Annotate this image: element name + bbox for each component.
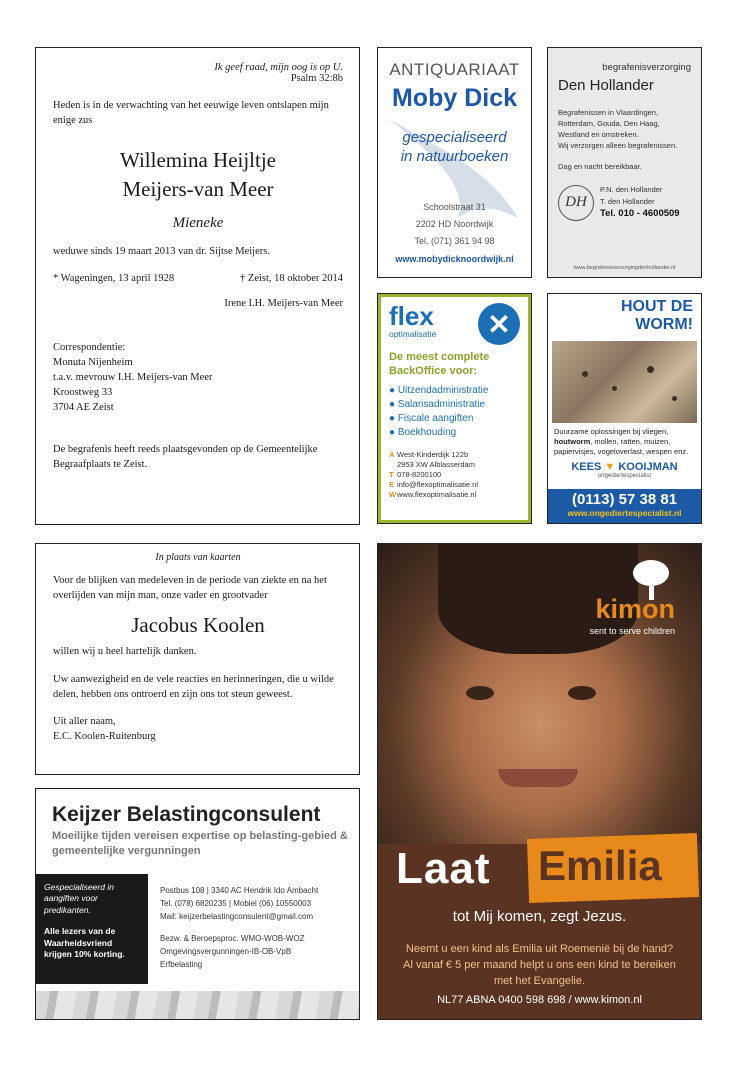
heading: In plaats van kaarten (155, 552, 241, 563)
flex-headline: De meest complete BackOffice voor: (389, 351, 490, 377)
death-date: † Zeist, 18 oktober 2014 (240, 273, 343, 285)
ad-moby-dick (377, 47, 532, 278)
contact-row: T 078-8200100 (389, 469, 442, 479)
worm-phone: (0113) 57 38 81 (571, 491, 678, 508)
x-logo-icon: ✕ (478, 303, 520, 345)
keijzer-contact (160, 885, 318, 972)
worm-headline (548, 294, 701, 335)
flex-contact (389, 450, 520, 501)
intro-text: Voor de blijken van medeleven in de periode van ziekte en na het overlijden van mijn man, onze vader en grootvader (53, 575, 327, 602)
text-line: Dag en nacht bereikbaar. (558, 161, 642, 171)
phone: Tel. (071) 361 94 98 (414, 235, 495, 246)
headline-1: HOUT DE (621, 298, 693, 315)
wood-photo (552, 341, 697, 423)
address: Postbus 108 | 3340 AC Hendrik Ido Ambacht (160, 886, 319, 895)
service-item: ● Boekhouding (389, 426, 457, 438)
name-line-2: Meijers-van Meer (122, 176, 274, 201)
hollander-contact (558, 184, 691, 221)
closing: Uit aller naam, (53, 716, 116, 728)
moby-tagline (378, 129, 531, 167)
worm-website[interactable]: www.ongediertespecialist.nl (567, 508, 682, 518)
hollander-brand: Den Hollander (558, 77, 654, 94)
keijzer-title: Keijzer Belastingconsulent (52, 803, 321, 826)
address-line: 2202 HD Noordwijk (415, 218, 494, 229)
deceased-name (53, 146, 343, 203)
moby-brand: Moby Dick (391, 84, 518, 112)
hollander-text (558, 108, 691, 172)
moby-address (378, 199, 531, 250)
service-item: ● Salarisadministratie (389, 398, 486, 410)
side-text-2: Alle lezers van de Waarheidsvriend krijgen 10% korting. (44, 926, 125, 960)
ad-den-hollander (547, 47, 702, 278)
worm-footer (548, 489, 701, 523)
phone: Tel. (078) 6820235 | Mobiel (06) 10550003 (160, 898, 312, 908)
kimon-bank: NL77 ABNA 0400 598 698 / www.kimon.nl (437, 994, 642, 1006)
contact-row: 2953 XW Alblasserdam (397, 459, 475, 469)
nickname: Mieneke (172, 215, 224, 232)
widow-line: weduwe sinds 19 maart 2013 van dr. Sijtse Meijers. (53, 246, 270, 258)
address-line: Schoolstraat 31 (423, 201, 486, 212)
flex-brand: flex (389, 301, 434, 331)
correspondence-block (53, 340, 343, 416)
birth-date: * Wageningen, 13 april 1928 (53, 273, 175, 285)
text-line: Wij verzorgen alleen begrafenissen. (558, 140, 678, 150)
corr-line: 3704 AE Zeist (53, 402, 114, 414)
service-item: ● Fiscale aangiften (389, 412, 474, 424)
contact-row: A West-Kinderdijk 122b (389, 449, 469, 459)
worm-brand-sub: ongediertespecialist (597, 473, 652, 480)
quote-reference: Psalm 32:8b (290, 73, 343, 84)
memorial-notice-meijers (35, 47, 360, 525)
ad-flex-optimalisatie (377, 293, 532, 524)
tagline-2: in natuurboeken (400, 147, 509, 165)
funeral-note: De begrafenis heeft reeds plaatsgevonden op de Gemeentelijke Begraafplaats te Zeist. (53, 443, 318, 470)
dates-row (53, 273, 343, 284)
flex-services (389, 385, 520, 438)
monogram-logo: DH (558, 185, 594, 221)
email[interactable]: Mail: keijzerbelastingconsulent@gmail.com (160, 911, 314, 921)
keijzer-side-panel (36, 874, 148, 984)
service-item: ● Uitzendadministratie (389, 384, 489, 396)
kimon-tagline: sent to serve children (589, 626, 675, 636)
text-line: Begrafenissen in Vlaardingen, Rotterdam, Gouda, Den Haag, Westland en omstreken. (558, 108, 660, 139)
shield-icon: ▼ (604, 461, 616, 474)
corr-line: Kroostweg 33 (53, 387, 113, 399)
banknotes-graphic (36, 991, 359, 1019)
deceased-name: Jacobus Koolen (131, 613, 265, 638)
intro-text: Heden is in de verwachting van het eeuwige leven ontslapen mijn enige zus (53, 100, 329, 127)
tagline-1: gespecialiseerd (402, 129, 507, 146)
thank-you-notice-koolen (35, 543, 360, 775)
signed-by: Irene I.H. Meijers-van Meer (224, 298, 343, 310)
flex-sub: optimalisatie (389, 329, 437, 339)
quote-text: Ik geef raad, mijn oog is op U. (214, 62, 343, 73)
corr-line: Monuta Nijenheim (53, 356, 133, 368)
hollander-top: begrafenisverzorging (602, 62, 691, 73)
phone: Tel. 010 - 4600509 (600, 207, 680, 219)
kimon-body: Neemt u een kind als Emilia uit Roemenië bij de hand? Al vanaf € 5 per maand helpt u ons een kind te bereiken met het Evangelie. (403, 943, 676, 987)
signed-by: E.C. Koolen-Ruitenburg (53, 731, 156, 743)
person: T. den Hollander (600, 196, 655, 206)
moby-top: ANTIQUARIAAT (389, 60, 520, 79)
quote (53, 62, 343, 84)
hollander-persons (600, 184, 680, 221)
kimon-big-word-2: Emilia (538, 842, 662, 889)
thanks-line: willen wij u heel hartelijk danken. (53, 646, 197, 658)
ad-kimon (377, 543, 702, 1020)
headline-2: WORM! (635, 316, 693, 334)
corr-line: t.a.v. mevrouw I.H. Meijers-van Meer (53, 372, 213, 383)
kimon-sub: tot Mij komen, zegt Jezus. (452, 908, 627, 925)
paragraph: Uw aanwezigheid en de vele reacties en herinneringen, die u wilde delen, hebben ons ontroerd en zijn ons tot steun geweest. (53, 673, 334, 700)
flex-inner (381, 297, 528, 520)
name-line-1: Willemina Heijltje (119, 148, 277, 173)
corr-title: Correspondentie: (53, 341, 126, 353)
moby-website[interactable]: www.mobydicknoordwijk.nl (395, 253, 514, 264)
service-line: Omgevingsvergunningen-IB-OB-VpB (160, 947, 292, 957)
side-text-1: Gespecialiseerd in aangiften voor predikanten. (44, 882, 114, 915)
contact-row: E info@flexoptimalisatie.nl (389, 479, 478, 489)
keijzer-subtitle: Moeilijke tijden vereisen expertise op belasting-gebied & gemeentelijke vergunningen (52, 830, 348, 857)
kimon-big-word-1: Laat (396, 844, 491, 893)
hollander-website[interactable]: www.begrafenisverzorgingdenhollander.nl (573, 265, 676, 271)
ad-keijzer-belastingconsulent (35, 788, 360, 1020)
service-line: Bezw. & Beroepsproc. WMO-WOB-WOZ (160, 934, 305, 944)
ad-kees-kooijman (547, 293, 702, 524)
worm-text: Duurzame oplossingen bij vliegen, houtworm, mollen, ratten, muizen, papiervisjes, vogeloverlast, wespen enz. (554, 426, 689, 457)
worm-brand: KEES ▼ KOOIJMAN (571, 461, 678, 474)
kimon-brand: kimon (595, 594, 675, 624)
person: P.N. den Hollander (600, 185, 663, 195)
contact-row: Wwww.flexoptimalisatie.nl (389, 490, 477, 499)
service-line: Erfbelasting (160, 959, 203, 969)
